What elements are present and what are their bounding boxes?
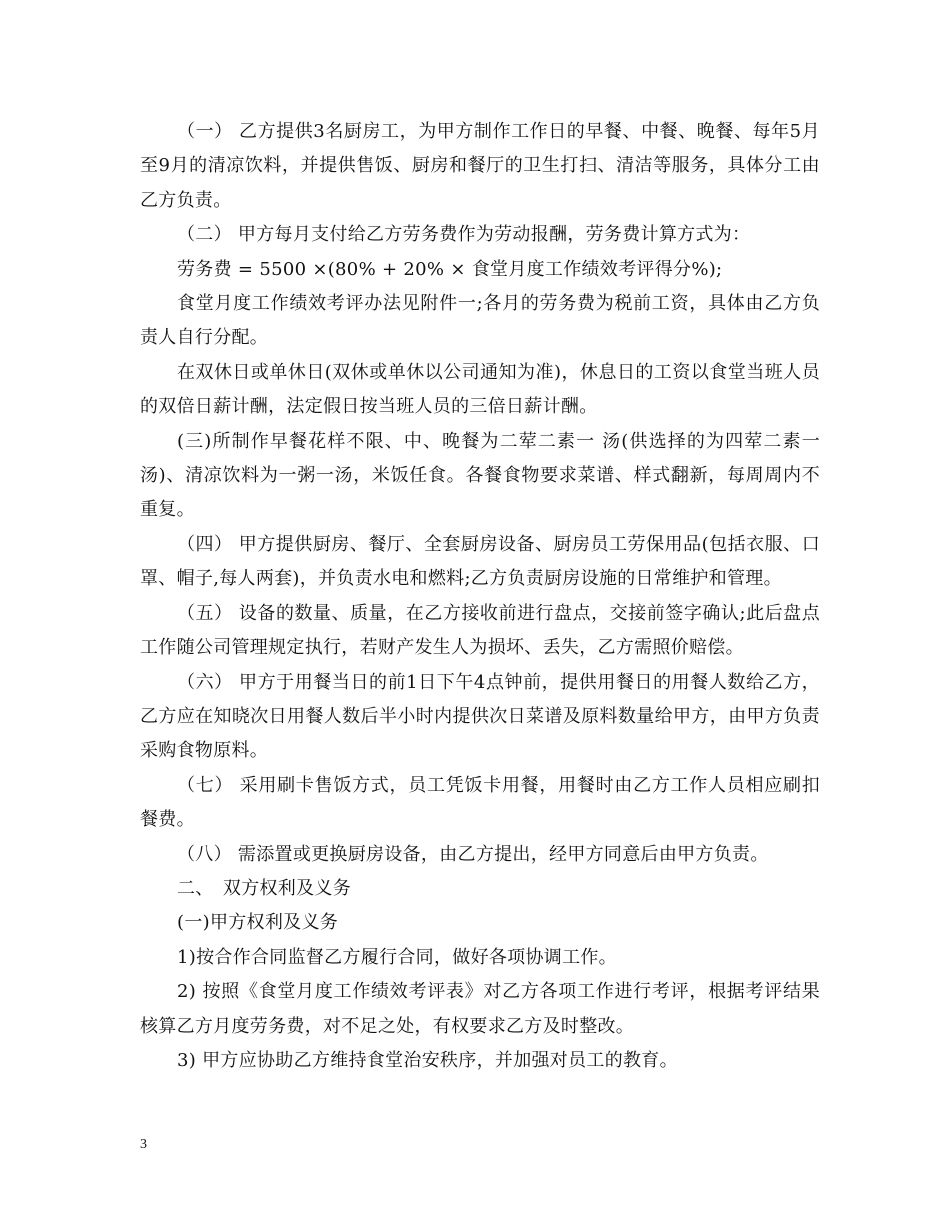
paragraph-10: （八） 需添置或更换厨房设备，由乙方提出，经甲方同意后由甲方负责。 bbox=[177, 843, 769, 865]
subsection-heading: (一)甲方权利及义务 bbox=[177, 912, 339, 934]
page-number: 3 bbox=[140, 1137, 147, 1152]
paragraph-5: (三)所制作早餐花样不限、中、晚餐为二荤二素一 汤(供选择的为四荤二素一汤)、清凉饮料为一粥一汤，米饭任食。各餐食物要求菜谱、样式翻新，每周周内不重复。 bbox=[140, 430, 820, 521]
list-item-3: 3) 甲方应协助乙方维持食堂治安秩序，并加强对员工的教育。 bbox=[177, 1049, 678, 1071]
paragraph-9: （七） 采用刷卡售饭方式，员工凭饭卡用餐，用餐时由乙方工作人员相应刷扣餐费。 bbox=[140, 774, 820, 831]
section-heading: 二、 双方权利及义务 bbox=[177, 877, 351, 899]
paragraph-4: 在双休日或单休日(双休或单休以公司通知为准)，休息日的工资以食堂当班人员的双倍日薪计酬，法定假日按当班人员的三倍日薪计酬。 bbox=[140, 361, 820, 418]
list-item-1: 1)按合作合同监督乙方履行合同，做好各项协调工作。 bbox=[177, 946, 617, 968]
paragraph-2: （二） 甲方每月支付给乙方劳务费作为劳动报酬，劳务费计算方式为： bbox=[177, 224, 751, 246]
paragraph-8: （六） 甲方于用餐当日的前1日下午4点钟前，提供用餐日的用餐人数给乙方，乙方应在知晓次日用餐人数后半小时内提供次日菜谱及原料数量给甲方，由甲方负责采购食物原料。 bbox=[140, 671, 820, 762]
paragraph-6: （四） 甲方提供厨房、餐厅、全套厨房设备、厨房员工劳保用品(包括衣服、口罩、帽子,每人两套)，并负责水电和燃料;乙方负责厨房设施的日常维护和管理。 bbox=[140, 533, 820, 590]
paragraph-7: （五） 设备的数量、质量，在乙方接收前进行盘点，交接前签字确认;此后盘点工作随公司管理规定执行，若财产发生人为损坏、丢失，乙方需照价赔偿。 bbox=[140, 602, 820, 659]
paragraph-3: 食堂月度工作绩效考评办法见附件一;各月的劳务费为税前工资，具体由乙方负责人自行分配。 bbox=[140, 293, 820, 349]
list-item-2: 2) 按照《食堂月度工作绩效考评表》对乙方各项工作进行考评，根据考评结果核算乙方月度劳务费，对不足之处，有权要求乙方及时整改。 bbox=[140, 981, 820, 1037]
paragraph-1: （一） 乙方提供3名厨房工，为甲方制作工作日的早餐、中餐、晚餐、每年5月至9月的清凉饮料，并提供售饭、厨房和餐厅的卫生打扫、清洁等服务，具体分工由乙方负责。 bbox=[140, 121, 820, 211]
document-body bbox=[140, 115, 820, 1078]
formula-line: 劳务费 = 5500 ×(80% + 20% × 食堂月度工作绩效考评得分%); bbox=[177, 258, 723, 280]
